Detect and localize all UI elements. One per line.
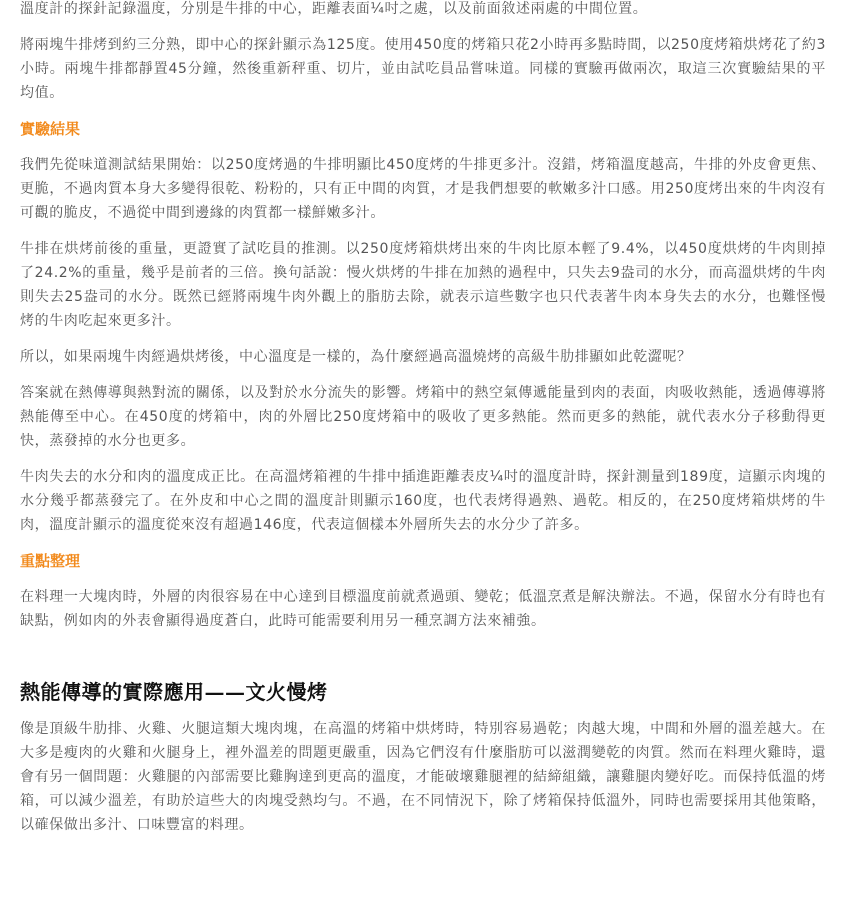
results-paragraph: 所以，如果兩塊牛肉經過烘烤後，中心溫度是一樣的，為什麼經過高溫燒烤的高級牛肋排顯如此乾澀呢？ [20,349,692,365]
results-paragraph: 牛肉失去的水分和肉的溫度成正比。在高溫烤箱裡的牛排中插進距離表皮¼吋的溫度計時，探針測量到189度，這顯示肉塊的水分幾乎都蒸發完了。在外皮和中心之間的溫度計則顯示160度，也代表烤得過熟、過乾。相反的，在250度烤箱烘烤的牛肉，溫度計顯示的溫度從來沒有超過146度，代表這個樣本外層所失去的水分少了許多。 [20,469,826,533]
results-paragraph: 答案就在熱傳導與熱對流的關係，以及對於水分流失的影響。烤箱中的熱空氣傳遞能量到肉的表面，肉吸收熱能，透過傳導將熱能傳至中心。在450度的烤箱中，肉的外層比250度烤箱中的吸收了更多熱能。然而更多的熱能，就代表水分子移動得更快，蒸發掉的水分也更多。 [20,385,826,449]
summary-paragraph: 在料理一大塊肉時，外層的肉很容易在中心達到目標溫度前就煮過頭、變乾；低溫烹煮是解決辦法。不過，保留水分有時也有缺點，例如肉的外表會顯得過度蒼白，此時可能需要利用另一種烹調方法來補強。 [20,589,826,629]
application-heading: 熱能傳導的實際應用——文火慢烤 [20,680,328,704]
results-paragraph: 牛排在烘烤前後的重量，更證實了試吃員的推測。以250度烤箱烘烤出來的牛肉比原本輕了9.4%，以450度烘烤的牛肉則掉了24.2%的重量，幾乎是前者的三倍。換句話說：慢火烘烤的牛排在加熱的過程中，只失去9盎司的水分，而高溫烘烤的牛肉則失去25盎司的水分。既然已經將兩塊牛肉外觀上的脂肪去除，就表示這些數字也只代表著牛肉本身失去的水分，也難怪慢烤的牛肉吃起來更多汁。 [20,241,826,329]
results-heading: 實驗結果 [20,120,81,138]
intro-paragraph: 溫度計的探針記錄溫度，分別是牛排的中心，距離表面¼吋之處，以及前面敘述兩處的中間位置。 [20,1,648,17]
method-paragraph: 將兩塊牛排烤到約三分熟，即中心的探針顯示為125度。使用450度的烤箱只花2小時再多點時間，以250度烤箱烘烤花了約3小時。兩塊牛排都靜置45分鐘，然後重新秤重、切片，並由試吃員品嘗味道。同樣的實驗再做兩次，取這三次實驗結果的平均值。 [20,37,826,101]
application-paragraph: 像是頂級牛肋排、火雞、火腿這類大塊肉塊，在高溫的烤箱中烘烤時，特別容易過乾；肉越大塊，中間和外層的溫差越大。在大多是瘦肉的火雞和火腿身上，裡外溫差的問題更嚴重，因為它們沒有什麼脂肪可以滋潤變乾的肉質。然而在料理火雞時，還會有另一個問題：火雞腿的內部需要比雞胸達到更高的溫度，才能破壞雞腿裡的結締組織，讓雞腿肉變好吃。而保持低溫的烤箱，可以減少溫差，有助於這些大的肉塊受熱均勻。不過，在不同情況下，除了烤箱保持低溫外，同時也需要採用其他策略，以確保做出多汁、口味豐富的料理。 [20,721,826,833]
results-paragraph: 我們先從味道測試結果開始：以250度烤過的牛排明顯比450度烤的牛排更多汁。沒錯，烤箱溫度越高，牛排的外皮會更焦、更脆，不過肉質本身大多變得很乾、粉粉的，只有正中間的肉質，才是我們想要的軟嫩多汁口感。用250度烤出來的牛肉沒有可觀的脆皮，不過從中間到邊緣的肉質都一樣鮮嫩多汁。 [20,157,826,221]
summary-heading: 重點整理 [20,552,81,570]
